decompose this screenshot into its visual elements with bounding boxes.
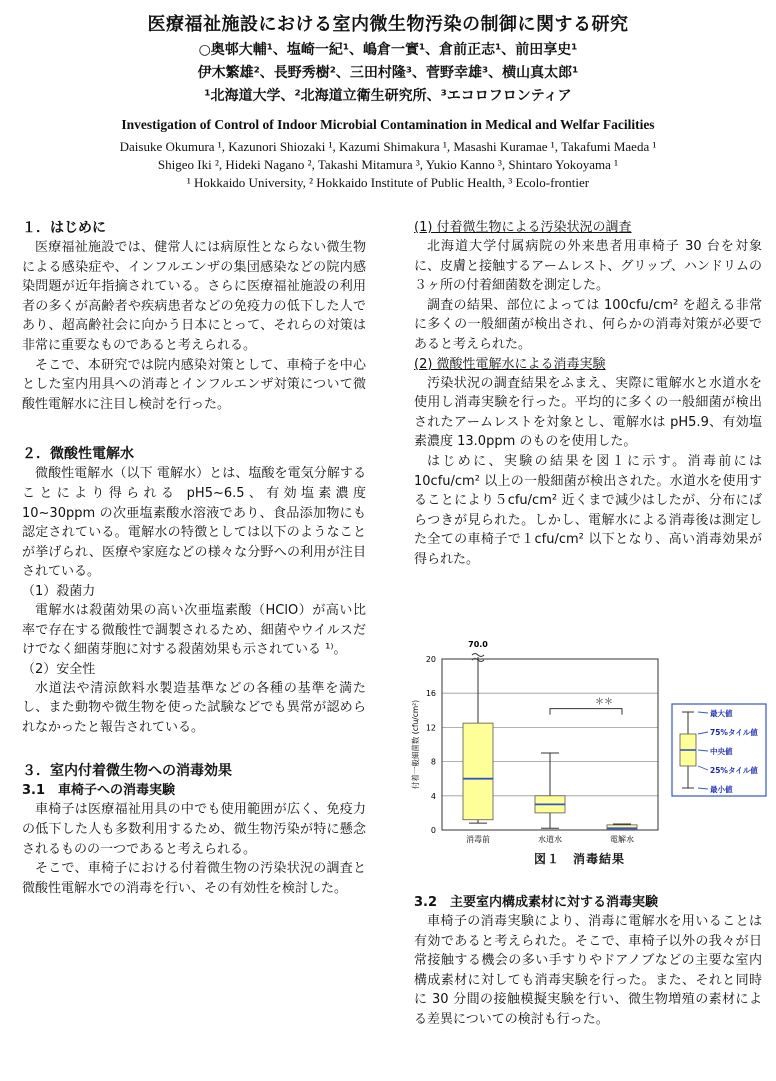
right-paragraph-2: 調査の結果、部位によっては 100cfu/cm² を超える非常に多くの一般細菌が検出され、何らかの消毒対策が必要であると考えられた。	[414, 297, 762, 352]
legend-item-label: 最大値	[710, 709, 733, 718]
affiliations-en: ¹ Hokkaido University, ² Hokkaido Institute of Public Health, ³ Ecolo-frontier	[186, 175, 590, 190]
section-2-heading: ２．微酸性電解水	[22, 446, 134, 463]
legend-item-label: 最小値	[710, 785, 733, 794]
significance-bracket	[550, 709, 622, 715]
right-paragraph-3: 汚染状況の調査結果をふまえ、実際に電解水と水道水を使用し消毒実験を行った。平均的に多くの一般細菌が検出されたアームレストを対象とし、電解水は pH5.9、有効塩素濃度 13.0ppm のものを使用した。	[414, 375, 762, 450]
y-tick-label: 8	[430, 757, 436, 767]
section-3-1-paragraph-1: 車椅子は医療福祉用具の中でも使用範囲が広く、免疫力の低下した人も多数利用するため、微生物汚染が特に懸念されるものの一つであると考えられる。	[22, 802, 366, 857]
significance-marker: ＊＊	[594, 697, 614, 708]
y-tick-label: 0	[430, 826, 436, 835]
subsection-sterilization-heading: （1）殺菌力	[22, 583, 96, 599]
left-column	[22, 218, 366, 898]
authors-en-line-1: Daisuke Okumura ¹, Kazunori Shiozaki ¹, Kazumi Shimakura ¹, Masashi Kuramae ¹, Takafumi Maeda ¹	[119, 139, 657, 154]
boxplot-chart	[404, 632, 772, 852]
y-tick-label: 20	[425, 655, 436, 664]
authors-ja-line-2: 伊木繁雄²、長野秀樹²、三田村隆³、菅野幸雄³、横山真太郎¹	[197, 65, 579, 81]
section-2-paragraph-1: 微酸性電解水（以下 電解水）とは、塩酸を電気分解することにより得られる pH5~6.5、有効塩素濃度 10~30ppm の次亜塩素酸水溶液であり、食品添加物にも認定されている。電解水の特徴としては以下のようなことが挙げられ、医療や家庭などの様々な分野への利用が注目されている。	[22, 466, 366, 580]
affiliations-ja: ¹北海道大学、²北海道立衛生研究所、³エコロフロンティア	[204, 88, 572, 104]
section-1-paragraph-1: 医療福祉施設では、健常人には病原性とならない微生物による感染症や、インフルエンザの集団感染などの院内感染問題が近年指摘されている。さらに医療福祉施設の利用者の多くが高齢者や疾病患者などの免疫力の低下した人であり、超高齢社会に向かう日本にとって、それらの対策は非常に重要なものであると考えられる。	[22, 240, 366, 353]
section-3-2-block	[414, 893, 762, 1030]
authors-en-line-2: Shigeo Iki ², Hideki Nagano ², Takashi Mitamura ³, Yukio Kanno ³, Shintaro Yokoyama ¹	[157, 157, 619, 172]
iqr-box	[463, 723, 493, 820]
x-category-label: 消毒前	[466, 835, 490, 844]
subsection-disinfection-experiment-heading: (2) 微酸性電解水による消毒実験	[414, 356, 606, 372]
figure-1	[404, 632, 772, 868]
x-category-label: 水道水	[538, 835, 562, 844]
y-tick-label: 12	[425, 723, 436, 733]
right-paragraph-1: 北海道大学付属病院の外来患者用車椅子 30 台を対象に、皮膚と接触するアームレスト、グリップ、ハンドリムの３ヶ所の付着細菌数を測定した。	[414, 239, 762, 294]
subsection-safety-heading: （2）安全性	[22, 661, 96, 677]
section-3-2-paragraph: 車椅子の消毒実験により、消毒に電解水を用いることは有効であると考えられた。そこで、車椅子以外の我々が日常接触する機会の多い手すりやドアノブなどの主要な室内構成素材に対しても消毒実験を行った。また、それと同時に 30 分間の接触模擬実験を行い、微生物増殖の素材による差異についての検討も行った。	[414, 914, 762, 1027]
legend-item-label: 75%タイル値	[710, 728, 758, 737]
y-tick-label: 16	[425, 689, 436, 699]
section-3-heading: ３．室内付着微生物への消毒効果	[22, 763, 232, 780]
subsection-contamination-survey-heading: (1) 付着微生物による汚染状況の調査	[414, 220, 632, 235]
legend-item-label: 25%タイル値	[710, 766, 758, 775]
legend-item-label: 中央値	[710, 747, 733, 756]
section-1-paragraph-2: そこで、本研究では院内感染対策として、車椅子を中心とした室内用具への消毒とインフルエンザ対策について微酸性電解水に注目し検討を行った。	[22, 357, 366, 412]
section-1-heading: １．はじめに	[22, 220, 106, 236]
y-axis-label: 付着一般細菌数 (cfu/cm²)	[411, 699, 420, 790]
section-3-2-heading: 3.2 主要室内構成素材に対する消毒実験	[414, 895, 659, 910]
section-3-1-paragraph-2: そこで、車椅子における付着微生物の汚染状況の調査と微酸性電解水での消毒を行い、その有効性を検討した。	[22, 861, 366, 896]
y-tick-label: 4	[430, 791, 436, 801]
axis-break-mark	[472, 654, 484, 657]
section-2-paragraph-2: 電解水は殺菌効果の高い次亜塩素酸（HClO）が高い比率で存在する微酸性で調製されるため、細菌やウイルスだけでなく細菌芽胞に対する殺菌効果も示されている ¹⁾。	[22, 602, 366, 658]
section-3-1-heading: 3.1 車椅子への消毒実験	[22, 783, 176, 799]
right-paragraph-4: はじめに、実験の結果を図１に示す。消毒前には 10cfu/cm² 以上の一般細菌が検出された。水道水を使用することにより５cfu/cm² 近くまで減少はしたが、分布にばらつきが見られた。しかし、電解水による消毒後は測定した全ての車椅子で１cfu/cm² 以下となり、高い消毒効果が得られた。	[414, 453, 762, 567]
right-column	[414, 218, 762, 570]
paper-title-en: Investigation of Control of Indoor Microbial Contamination in Medical and Welfar Facilities	[121, 117, 655, 132]
figure-caption: 図１ 消毒結果	[534, 852, 626, 866]
section-2-paragraph-3: 水道法や清涼飲料水製造基準などの各種の基準を満たし、また動物や微生物を使った試験などでも異常が認められなかったと報告されている。	[22, 680, 366, 735]
authors-ja-line-1: ○奥邨大輔¹、塩崎一紀¹、嶋倉一實¹、倉前正志¹、前田享史¹	[198, 42, 578, 58]
x-category-label: 電解水	[610, 835, 634, 844]
paper-title-ja: 医療福祉施設における室内微生物汚染の制御に関する研究	[147, 14, 629, 35]
outlier-value-label: 70.0	[468, 640, 488, 649]
